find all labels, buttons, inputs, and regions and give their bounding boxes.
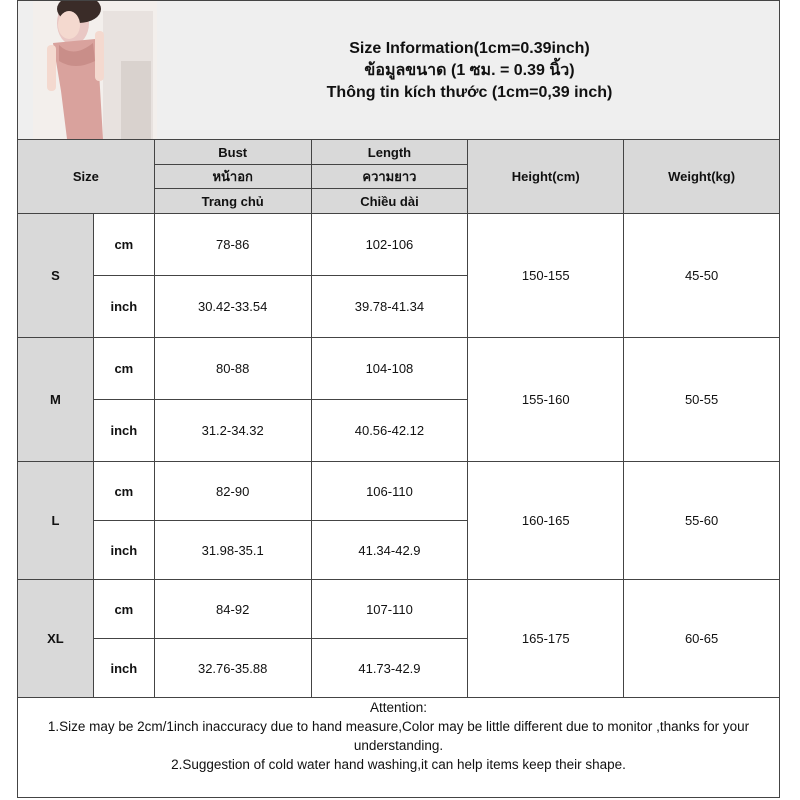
height-value: 150-155 (468, 214, 624, 338)
length-header-vietnamese: Chiều dài (311, 189, 468, 214)
size-header: Size (18, 140, 155, 214)
attention-title: Attention: (369, 700, 428, 715)
size-chart (17, 0, 780, 800)
size-table (17, 139, 780, 698)
bust-inch: 31.98-35.1 (154, 521, 311, 580)
size-label: XL (18, 580, 94, 698)
chart-title (158, 1, 781, 141)
title-english: Size Information(1cm=0.39inch) (349, 40, 590, 57)
table-row (18, 462, 780, 521)
size-label: S (18, 214, 94, 338)
bust-inch: 31.2-34.32 (154, 400, 311, 462)
bust-header-vietnamese: Trang chủ (154, 189, 311, 214)
bust-cm: 78-86 (154, 214, 311, 276)
weight-value: 50-55 (624, 338, 780, 462)
size-label: L (18, 462, 94, 580)
unit-cm: cm (93, 580, 154, 639)
height-header: Height(cm) (468, 140, 624, 214)
weight-value: 45-50 (624, 214, 780, 338)
length-inch: 41.73-42.9 (311, 639, 468, 698)
unit-inch: inch (93, 521, 154, 580)
bust-header-thai: หน้าอก (154, 165, 311, 189)
title-vietnamese: Thông tin kích thước (1cm=0,39 inch) (326, 84, 613, 101)
weight-value: 60-65 (624, 580, 780, 698)
size-label: M (18, 338, 94, 462)
unit-cm: cm (93, 214, 154, 276)
height-value: 160-165 (468, 462, 624, 580)
bust-cm: 80-88 (154, 338, 311, 400)
bust-header: Bust (154, 140, 311, 165)
bust-inch: 30.42-33.54 (154, 276, 311, 338)
unit-cm: cm (93, 462, 154, 521)
height-value: 155-160 (468, 338, 624, 462)
length-header: Length (311, 140, 468, 165)
unit-cm: cm (93, 338, 154, 400)
attention-line-1: 1.Size may be 2cm/1inch inaccuracy due to hand measure,Color may be little different due to monitor ,thanks for your understanding. (47, 719, 750, 753)
chart-header (17, 0, 780, 140)
title-thai: ข้อมูลขนาด (1 ซม. = 0.39 นิ้ว) (364, 62, 575, 79)
length-cm: 107-110 (311, 580, 468, 639)
table-row (18, 580, 780, 639)
unit-inch: inch (93, 400, 154, 462)
length-cm: 102-106 (311, 214, 468, 276)
bust-inch: 32.76-35.88 (154, 639, 311, 698)
unit-inch: inch (93, 639, 154, 698)
length-inch: 40.56-42.12 (311, 400, 468, 462)
unit-inch: inch (93, 276, 154, 338)
height-value: 165-175 (468, 580, 624, 698)
product-photo (33, 1, 157, 139)
length-cm: 104-108 (311, 338, 468, 400)
table-row (18, 214, 780, 276)
attention-note (17, 697, 780, 798)
weight-value: 55-60 (624, 462, 780, 580)
length-header-thai: ความยาว (311, 165, 468, 189)
bust-cm: 84-92 (154, 580, 311, 639)
bust-cm: 82-90 (154, 462, 311, 521)
length-cm: 106-110 (311, 462, 468, 521)
length-inch: 39.78-41.34 (311, 276, 468, 338)
attention-line-2: 2.Suggestion of cold water hand washing,it can help items keep their shape. (171, 757, 626, 772)
length-inch: 41.34-42.9 (311, 521, 468, 580)
weight-header: Weight(kg) (624, 140, 780, 214)
table-row (18, 338, 780, 400)
